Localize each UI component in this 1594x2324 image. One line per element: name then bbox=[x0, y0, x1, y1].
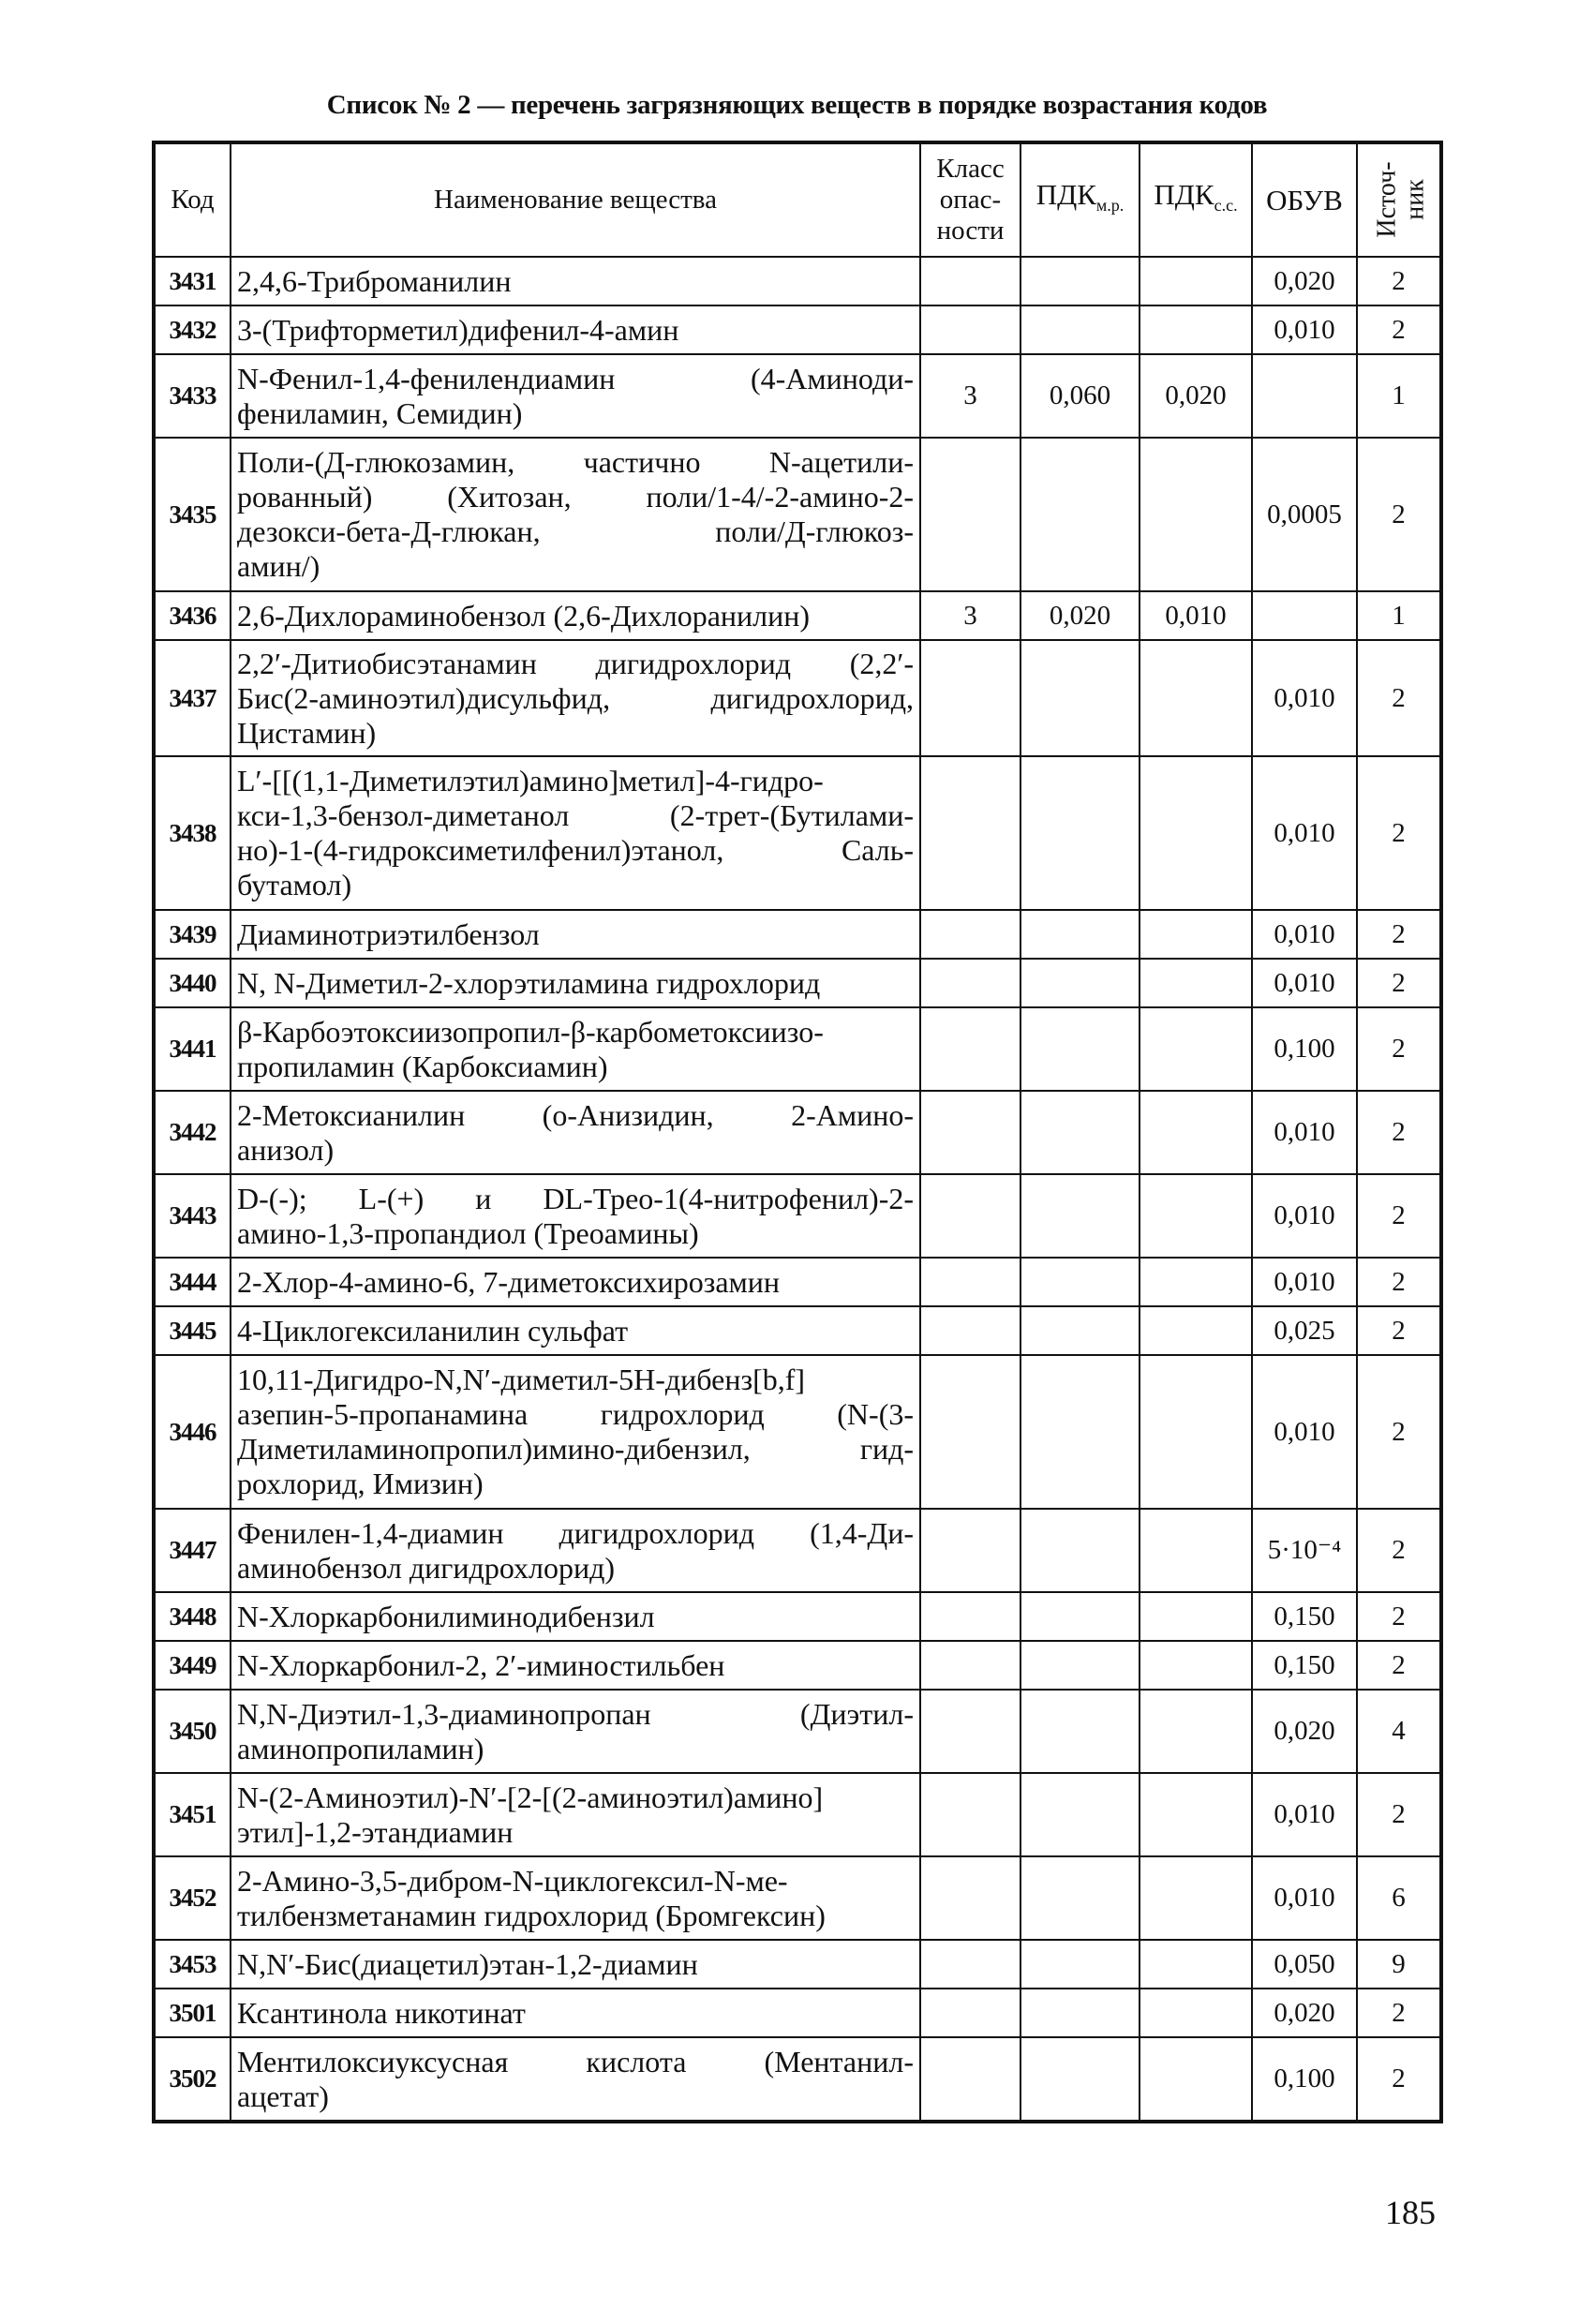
cell-name-line: Ментилоксиуксусная кислота (Ментанил- bbox=[237, 2044, 914, 2078]
cell-pdk-mr bbox=[1020, 1509, 1140, 1592]
cell-name-line: амин/) bbox=[237, 549, 320, 583]
table-row bbox=[154, 438, 1441, 591]
cell-code: 3439 bbox=[154, 910, 231, 959]
cell-pdk-ss: 0,020 bbox=[1140, 354, 1252, 438]
cell-obuv: 0,010 bbox=[1252, 1355, 1357, 1509]
cell-class bbox=[920, 1306, 1020, 1355]
cell-class bbox=[920, 756, 1020, 910]
table-row bbox=[154, 959, 1441, 1007]
header-pdk-mr-label: ПДК bbox=[1035, 177, 1096, 211]
cell-name-line: N-Хлоркарбонил-2, 2′-иминостильбен bbox=[237, 1647, 725, 1682]
header-pdk-ss bbox=[1140, 142, 1252, 257]
cell-code: 3449 bbox=[154, 1641, 231, 1690]
cell-name bbox=[231, 438, 920, 591]
table-row bbox=[154, 1174, 1441, 1258]
table-row bbox=[154, 910, 1441, 959]
cell-name bbox=[231, 1856, 920, 1940]
cell-name-line: N,N-Диэтил-1,3-диаминопропан (Диэтил- bbox=[237, 1696, 914, 1731]
cell-name-line: Поли-(Д-глюкозамин, частично N-ацетили- bbox=[237, 445, 914, 479]
cell-name-line: D-(-); L-(+) и DL-Трео-1(4-нитрофенил)-2- bbox=[237, 1181, 914, 1215]
cell-name-line: Цистамин) bbox=[237, 715, 377, 750]
cell-code: 3502 bbox=[154, 2037, 231, 2122]
substances-table bbox=[152, 141, 1443, 2123]
cell-name-line: N-Фенил-1,4-фенилендиамин (4-Аминоди- bbox=[237, 361, 914, 395]
cell-class bbox=[920, 1641, 1020, 1690]
cell-name-line: фениламин, Семидин) bbox=[237, 395, 523, 430]
cell-class bbox=[920, 1174, 1020, 1258]
cell-name-line: аминопропиламин) bbox=[237, 1731, 484, 1765]
table-row bbox=[154, 1773, 1441, 1856]
cell-obuv: 0,010 bbox=[1252, 756, 1357, 910]
cell-name bbox=[231, 756, 920, 910]
cell-pdk-ss bbox=[1140, 1641, 1252, 1690]
cell-name-line: анизол) bbox=[237, 1132, 335, 1167]
table-row bbox=[154, 591, 1441, 640]
cell-source: 1 bbox=[1357, 354, 1441, 438]
cell-name bbox=[231, 1355, 920, 1509]
cell-class bbox=[920, 438, 1020, 591]
header-obuv: ОБУВ bbox=[1252, 142, 1357, 257]
cell-pdk-ss bbox=[1140, 1856, 1252, 1940]
cell-class bbox=[920, 910, 1020, 959]
cell-source: 2 bbox=[1357, 1306, 1441, 1355]
cell-code: 3447 bbox=[154, 1509, 231, 1592]
cell-source: 1 bbox=[1357, 591, 1441, 640]
cell-pdk-ss bbox=[1140, 1091, 1252, 1174]
cell-pdk-ss bbox=[1140, 305, 1252, 354]
cell-obuv: 0,010 bbox=[1252, 1258, 1357, 1306]
cell-pdk-mr: 0,020 bbox=[1020, 591, 1140, 640]
cell-name-line: дезокси-бета-Д-глюкан, поли/Д-глюкоз- bbox=[237, 514, 914, 548]
cell-pdk-ss bbox=[1140, 1306, 1252, 1355]
cell-obuv bbox=[1252, 591, 1357, 640]
cell-pdk-ss bbox=[1140, 1509, 1252, 1592]
cell-name-line: N-Хлоркарбонилиминодибензил bbox=[237, 1599, 655, 1633]
page-number: 185 bbox=[1385, 2194, 1436, 2231]
cell-source: 2 bbox=[1357, 1258, 1441, 1306]
cell-obuv: 0,100 bbox=[1252, 2037, 1357, 2122]
cell-pdk-mr bbox=[1020, 640, 1140, 756]
cell-source: 2 bbox=[1357, 1773, 1441, 1856]
cell-name bbox=[231, 354, 920, 438]
cell-source: 2 bbox=[1357, 1091, 1441, 1174]
cell-name-line: N-(2-Аминоэтил)-N′-[2-[(2-аминоэтил)амино] bbox=[237, 1780, 824, 1814]
cell-name-line: 2-Амино-3,5-дибром-N-циклогексил-N-ме- bbox=[237, 1863, 788, 1898]
cell-class bbox=[920, 640, 1020, 756]
cell-source: 2 bbox=[1357, 756, 1441, 910]
header-pdk-ss-label: ПДК bbox=[1154, 177, 1214, 211]
table-row bbox=[154, 1690, 1441, 1773]
cell-obuv: 5·10⁻⁴ bbox=[1252, 1509, 1357, 1592]
header-pdk-mr bbox=[1020, 142, 1140, 257]
cell-pdk-mr bbox=[1020, 959, 1140, 1007]
cell-pdk-mr bbox=[1020, 1641, 1140, 1690]
cell-name-line: рохлорид, Имизин) bbox=[237, 1467, 484, 1500]
cell-pdk-mr bbox=[1020, 1856, 1140, 1940]
cell-name-line: рованный) (Хитозан, поли/1-4/-2-амино-2- bbox=[237, 480, 914, 514]
table-row bbox=[154, 2037, 1441, 2122]
cell-obuv: 0,020 bbox=[1252, 1690, 1357, 1773]
cell-code: 3437 bbox=[154, 640, 231, 756]
cell-code: 3433 bbox=[154, 354, 231, 438]
cell-pdk-ss bbox=[1140, 1355, 1252, 1509]
cell-pdk-ss bbox=[1140, 257, 1252, 305]
cell-class: 3 bbox=[920, 591, 1020, 640]
header-source-line: Источ- bbox=[1372, 161, 1402, 238]
cell-pdk-mr bbox=[1020, 1258, 1140, 1306]
cell-pdk-mr bbox=[1020, 305, 1140, 354]
cell-code: 3431 bbox=[154, 257, 231, 305]
cell-name-line: 2,4,6-Триброманилин bbox=[237, 263, 512, 298]
cell-name bbox=[231, 591, 920, 640]
cell-obuv: 0,020 bbox=[1252, 1989, 1357, 2037]
cell-pdk-mr bbox=[1020, 756, 1140, 910]
table-row bbox=[154, 1306, 1441, 1355]
header-source-line: ник bbox=[1400, 179, 1430, 220]
cell-name bbox=[231, 305, 920, 354]
cell-code: 3448 bbox=[154, 1592, 231, 1641]
cell-source: 2 bbox=[1357, 257, 1441, 305]
cell-name-line: 2,6-Дихлораминобензол (2,6-Дихлоранилин) bbox=[237, 598, 811, 633]
cell-code: 3435 bbox=[154, 438, 231, 591]
cell-source: 2 bbox=[1357, 1641, 1441, 1690]
cell-name bbox=[231, 640, 920, 756]
cell-class bbox=[920, 1773, 1020, 1856]
cell-pdk-mr bbox=[1020, 1940, 1140, 1989]
cell-name bbox=[231, 1773, 920, 1856]
cell-name bbox=[231, 1509, 920, 1592]
cell-name-line: но)-1-(4-гидроксиметилфенил)этанол, Саль- bbox=[237, 833, 914, 867]
cell-source: 4 bbox=[1357, 1690, 1441, 1773]
cell-name-line: аминобензол дигидрохлорид) bbox=[237, 1550, 616, 1585]
cell-obuv: 0,010 bbox=[1252, 1091, 1357, 1174]
cell-name-line: 2,2′-Дитиобисэтанамин дигидрохлорид (2,2′- bbox=[237, 646, 914, 680]
cell-obuv: 0,010 bbox=[1252, 640, 1357, 756]
cell-code: 3450 bbox=[154, 1690, 231, 1773]
cell-name bbox=[231, 1989, 920, 2037]
cell-obuv: 0,010 bbox=[1252, 1174, 1357, 1258]
cell-pdk-ss bbox=[1140, 1940, 1252, 1989]
cell-obuv: 0,150 bbox=[1252, 1641, 1357, 1690]
table-row bbox=[154, 640, 1441, 756]
cell-obuv: 0,150 bbox=[1252, 1592, 1357, 1641]
cell-class bbox=[920, 257, 1020, 305]
cell-pdk-mr bbox=[1020, 438, 1140, 591]
cell-name-line: тилбензметанамин гидрохлорид (Бромгексин) bbox=[237, 1898, 826, 1932]
cell-name bbox=[231, 1306, 920, 1355]
cell-code: 3438 bbox=[154, 756, 231, 910]
table-row bbox=[154, 1007, 1441, 1091]
header-source bbox=[1357, 142, 1441, 257]
cell-name-line: N, N-Диметил-2-хлорэтиламина гидрохлорид bbox=[237, 965, 821, 1000]
cell-code: 3432 bbox=[154, 305, 231, 354]
cell-pdk-mr bbox=[1020, 1306, 1140, 1355]
cell-name-line: 10,11-Дигидро-N,N′-диметил-5H-дибенз[b,f] bbox=[237, 1363, 806, 1396]
cell-pdk-ss bbox=[1140, 1773, 1252, 1856]
cell-name bbox=[231, 1258, 920, 1306]
cell-name-line: Бис(2-аминоэтил)дисульфид, дигидрохлорид, bbox=[237, 680, 914, 715]
cell-source: 9 bbox=[1357, 1940, 1441, 1989]
table-row bbox=[154, 1091, 1441, 1174]
cell-name-line: Ксантинола никотинат bbox=[237, 1995, 526, 2030]
cell-name-line: кси-1,3-бензол-диметанол (2-трет-(Бутилами- bbox=[237, 798, 914, 832]
cell-name-line: L′-[[(1,1-Диметилэтил)амино]метил]-4-гидро- bbox=[237, 764, 824, 797]
cell-source: 2 bbox=[1357, 1592, 1441, 1641]
cell-name bbox=[231, 257, 920, 305]
table-row bbox=[154, 1641, 1441, 1690]
cell-pdk-ss bbox=[1140, 910, 1252, 959]
cell-name-line: 2-Метоксианилин (о-Анизидин, 2-Амино- bbox=[237, 1097, 914, 1132]
cell-class bbox=[920, 1592, 1020, 1641]
cell-class bbox=[920, 2037, 1020, 2122]
cell-name bbox=[231, 1091, 920, 1174]
list-title: Список № 2 — перечень загрязняющих веществ в порядке возрастания кодов bbox=[326, 90, 1268, 120]
cell-name-line: амино-1,3-пропандиол (Треоамины) bbox=[237, 1215, 699, 1250]
cell-name-line: β-Карбоэтоксиизопропил-β-карбометоксиизо- bbox=[237, 1014, 824, 1049]
table-row bbox=[154, 1592, 1441, 1641]
cell-class bbox=[920, 1258, 1020, 1306]
cell-code: 3442 bbox=[154, 1091, 231, 1174]
cell-obuv: 0,010 bbox=[1252, 959, 1357, 1007]
cell-name-line: 4-Циклогексиланилин сульфат bbox=[237, 1313, 629, 1348]
cell-name-line: Диаминотриэтилбензол bbox=[237, 916, 540, 951]
cell-class bbox=[920, 959, 1020, 1007]
cell-name-line: этил]-1,2-этандиамин bbox=[237, 1814, 514, 1849]
table-row bbox=[154, 1509, 1441, 1592]
cell-code: 3444 bbox=[154, 1258, 231, 1306]
cell-obuv: 0,010 bbox=[1252, 305, 1357, 354]
cell-name bbox=[231, 959, 920, 1007]
cell-obuv: 0,100 bbox=[1252, 1007, 1357, 1091]
cell-name bbox=[231, 1174, 920, 1258]
cell-code: 3452 bbox=[154, 1856, 231, 1940]
cell-pdk-ss bbox=[1140, 1690, 1252, 1773]
cell-code: 3501 bbox=[154, 1989, 231, 2037]
cell-pdk-mr bbox=[1020, 1091, 1140, 1174]
cell-source: 2 bbox=[1357, 640, 1441, 756]
cell-pdk-mr bbox=[1020, 1355, 1140, 1509]
table-row bbox=[154, 1355, 1441, 1509]
header-pdk-ss-sub: с.с. bbox=[1214, 196, 1238, 216]
cell-class: 3 bbox=[920, 354, 1020, 438]
header-class bbox=[920, 142, 1020, 257]
cell-name-line: Фенилен-1,4-диамин дигидрохлорид (1,4-Ди- bbox=[237, 1515, 914, 1550]
cell-name-line: N,N′-Бис(диацетил)этан-1,2-диамин bbox=[237, 1946, 698, 1981]
table-header-row bbox=[154, 142, 1441, 257]
cell-code: 3440 bbox=[154, 959, 231, 1007]
cell-name bbox=[231, 910, 920, 959]
cell-class bbox=[920, 1940, 1020, 1989]
cell-pdk-ss bbox=[1140, 756, 1252, 910]
header-class-line: опас- bbox=[939, 185, 1002, 215]
cell-pdk-ss bbox=[1140, 640, 1252, 756]
cell-source: 2 bbox=[1357, 438, 1441, 591]
cell-pdk-ss bbox=[1140, 959, 1252, 1007]
cell-pdk-mr bbox=[1020, 2037, 1140, 2122]
cell-pdk-ss: 0,010 bbox=[1140, 591, 1252, 640]
cell-pdk-mr bbox=[1020, 1174, 1140, 1258]
cell-name-line: бутамол) bbox=[237, 868, 352, 901]
header-class-line: Класс bbox=[936, 154, 1005, 184]
table-row bbox=[154, 257, 1441, 305]
cell-pdk-ss bbox=[1140, 1007, 1252, 1091]
cell-code: 3451 bbox=[154, 1773, 231, 1856]
cell-source: 2 bbox=[1357, 959, 1441, 1007]
cell-name-line: пропиламин (Карбоксиамин) bbox=[237, 1049, 608, 1083]
table-row bbox=[154, 756, 1441, 910]
cell-pdk-ss bbox=[1140, 2037, 1252, 2122]
cell-obuv: 0,050 bbox=[1252, 1940, 1357, 1989]
cell-source: 2 bbox=[1357, 305, 1441, 354]
cell-code: 3446 bbox=[154, 1355, 231, 1509]
cell-obuv bbox=[1252, 354, 1357, 438]
cell-pdk-ss bbox=[1140, 1258, 1252, 1306]
cell-name bbox=[231, 1592, 920, 1641]
cell-source: 2 bbox=[1357, 1509, 1441, 1592]
cell-source: 2 bbox=[1357, 1355, 1441, 1509]
cell-class bbox=[920, 1007, 1020, 1091]
header-code: Код bbox=[154, 142, 231, 257]
cell-obuv: 0,020 bbox=[1252, 257, 1357, 305]
cell-pdk-ss bbox=[1140, 1174, 1252, 1258]
table-row bbox=[154, 305, 1441, 354]
cell-name-line: азепин-5-пропанамина гидрохлорид (N-(3- bbox=[237, 1397, 914, 1431]
cell-obuv: 0,0005 bbox=[1252, 438, 1357, 591]
cell-code: 3436 bbox=[154, 591, 231, 640]
cell-obuv: 0,010 bbox=[1252, 910, 1357, 959]
cell-pdk-ss bbox=[1140, 1989, 1252, 2037]
cell-source: 2 bbox=[1357, 1989, 1441, 2037]
cell-pdk-mr bbox=[1020, 1007, 1140, 1091]
cell-pdk-ss bbox=[1140, 1592, 1252, 1641]
table-row bbox=[154, 1940, 1441, 1989]
cell-pdk-mr bbox=[1020, 910, 1140, 959]
table-row bbox=[154, 1856, 1441, 1940]
cell-name-line: 3-(Трифторметил)дифенил-4-амин bbox=[237, 312, 679, 347]
cell-obuv: 0,025 bbox=[1252, 1306, 1357, 1355]
cell-name bbox=[231, 1690, 920, 1773]
cell-pdk-mr bbox=[1020, 257, 1140, 305]
cell-pdk-mr bbox=[1020, 1989, 1140, 2037]
cell-class bbox=[920, 305, 1020, 354]
cell-source: 2 bbox=[1357, 1007, 1441, 1091]
cell-name-line: ацетат) bbox=[237, 2078, 329, 2113]
cell-class bbox=[920, 1355, 1020, 1509]
cell-code: 3453 bbox=[154, 1940, 231, 1989]
header-pdk-mr-sub: м.р. bbox=[1095, 196, 1125, 216]
cell-pdk-mr bbox=[1020, 1773, 1140, 1856]
cell-name bbox=[231, 2037, 920, 2122]
table-row bbox=[154, 1989, 1441, 2037]
cell-code: 3443 bbox=[154, 1174, 231, 1258]
cell-name bbox=[231, 1007, 920, 1091]
cell-obuv: 0,010 bbox=[1252, 1856, 1357, 1940]
cell-source: 6 bbox=[1357, 1856, 1441, 1940]
table-row bbox=[154, 1258, 1441, 1306]
cell-name bbox=[231, 1641, 920, 1690]
cell-obuv: 0,010 bbox=[1252, 1773, 1357, 1856]
cell-pdk-mr bbox=[1020, 1690, 1140, 1773]
cell-source: 2 bbox=[1357, 2037, 1441, 2122]
cell-name bbox=[231, 1940, 920, 1989]
header-class-line: ности bbox=[936, 216, 1005, 246]
cell-name-line: Диметиламинопропил)имино-дибензил, гид- bbox=[237, 1432, 914, 1466]
cell-name-line: 2-Хлор-4-амино-6, 7-диметоксихирозамин bbox=[237, 1264, 781, 1299]
header-name: Наименование вещества bbox=[231, 142, 920, 257]
header-source-label bbox=[1374, 161, 1430, 237]
cell-source: 2 bbox=[1357, 910, 1441, 959]
cell-class bbox=[920, 1989, 1020, 2037]
cell-code: 3441 bbox=[154, 1007, 231, 1091]
cell-pdk-mr: 0,060 bbox=[1020, 354, 1140, 438]
cell-class bbox=[920, 1091, 1020, 1174]
cell-source: 2 bbox=[1357, 1174, 1441, 1258]
cell-code: 3445 bbox=[154, 1306, 231, 1355]
cell-pdk-mr bbox=[1020, 1592, 1140, 1641]
cell-class bbox=[920, 1690, 1020, 1773]
cell-class bbox=[920, 1856, 1020, 1940]
cell-class bbox=[920, 1509, 1020, 1592]
table-row bbox=[154, 354, 1441, 438]
cell-pdk-ss bbox=[1140, 438, 1252, 591]
